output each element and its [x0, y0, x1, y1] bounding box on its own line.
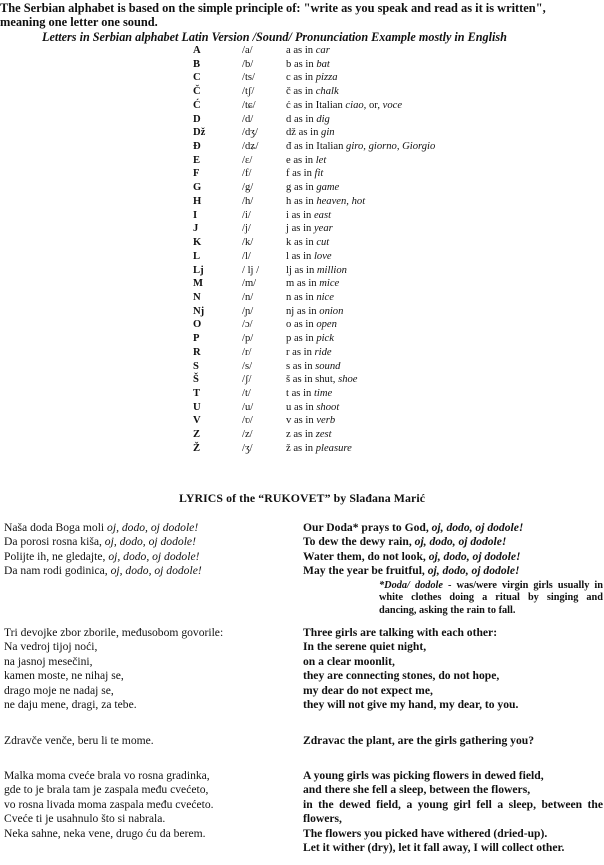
alphabet-example: dž as in gin [286, 127, 335, 139]
alphabet-sound: / lj / [242, 264, 260, 276]
alphabet-row [0, 346, 604, 360]
alphabet-letter: B [193, 58, 201, 70]
alphabet-example: š as in shut, shoe [286, 374, 358, 386]
alphabet-letter: V [193, 415, 201, 427]
lyric-line: Zdravče venče, beru li te mome. [4, 734, 154, 747]
alphabet-sound: /dʒ/ [242, 127, 258, 139]
alphabet-letter: H [193, 195, 202, 207]
english-stanza-4 [303, 769, 603, 855]
alphabet-letter: M [193, 278, 203, 290]
alphabet-example: e as in let [286, 154, 327, 166]
lyric-line: Three girls are talking with each other: [303, 626, 498, 639]
alphabet-letter: K [193, 237, 202, 249]
alphabet-sound: /z/ [242, 429, 253, 441]
alphabet-sound: /l/ [242, 250, 251, 262]
alphabet-letter: Č [193, 86, 201, 98]
alphabet-example: i as in east [286, 209, 332, 221]
alphabet-letter: O [193, 319, 202, 331]
lyric-line: To dew the dewy rain, oj, dodo, oj dodole! [303, 535, 507, 549]
alphabet-sound: /s/ [242, 360, 253, 372]
alphabet-example: h as in heaven, hot [286, 195, 366, 207]
alphabet-example: č as in chalk [286, 86, 339, 98]
lyric-line: Tri devojke zbor zborile, međusobom govorile: [4, 626, 224, 639]
alphabet-sound: /ɔ/ [242, 319, 253, 331]
alphabet-example: f as in fit [286, 168, 324, 180]
alphabet-row [0, 195, 604, 209]
alphabet-row [0, 44, 604, 58]
alphabet-sound: /tɕ/ [242, 99, 256, 111]
alphabet-example: m as in mice [286, 278, 340, 290]
english-stanza-2 [303, 626, 603, 712]
alphabet-sound: /ʋ/ [242, 415, 253, 427]
alphabet-sound: /a/ [242, 45, 253, 56]
alphabet-sound: /j/ [242, 223, 251, 235]
lyric-line: May the year be fruitful, oj, dodo, oj dodole! [303, 564, 520, 578]
alphabet-row [0, 442, 604, 456]
alphabet-row [0, 387, 604, 401]
alphabet-letter: E [193, 154, 201, 166]
alphabet-sound: /dʑ/ [242, 141, 259, 153]
alphabet-example: r as in ride [286, 346, 332, 358]
alphabet-letter: Lj [193, 264, 204, 276]
intro-paragraph [0, 1, 600, 29]
alphabet-row [0, 222, 604, 236]
alphabet-sound: /k/ [242, 237, 254, 249]
alphabet-example: t as in time [286, 387, 333, 399]
alphabet-letter: C [193, 72, 201, 84]
lyric-line: Our Doda* prays to God, oj, dodo, oj dodole! [303, 521, 524, 534]
lyric-line: gde to je brala tam je zaspala među cvećeto, [4, 783, 209, 797]
alphabet-example: v as in verb [286, 415, 336, 427]
alphabet-row [0, 332, 604, 346]
alphabet-row [0, 58, 604, 72]
alphabet-example: b as in bat [286, 58, 330, 70]
alphabet-sound: /m/ [242, 278, 257, 290]
lyric-line: Da nam rodi godinica, oj, dodo, oj dodole! [4, 564, 202, 578]
serbian-stanza-4 [4, 769, 294, 841]
alphabet-example: c as in pizza [286, 72, 338, 84]
lyric-line: kamen moste, ne nihaj se, [4, 669, 124, 683]
alphabet-sound: /p/ [242, 333, 254, 345]
alphabet-example: z as in zest [286, 429, 332, 441]
lyrics-title: LYRICS of the “RUKOVET” by Slađana Marić [178, 491, 426, 505]
alphabet-example: o as in open [286, 319, 337, 331]
alphabet-sound: /ɲ/ [242, 305, 254, 317]
alphabet-sound: /t/ [242, 387, 251, 399]
alphabet-letter: Z [193, 429, 201, 441]
lyric-line: vo rosna livada moma zaspala među cvećeto. [4, 797, 214, 811]
intro-line: The Serbian alphabet is based on the simple principle of: "write as you speak and read as it is written", [0, 1, 546, 15]
alphabet-letter: Đ [193, 141, 201, 153]
alphabet-sound: /g/ [242, 182, 254, 194]
alphabet-row [0, 181, 604, 195]
alphabet-row [0, 373, 604, 387]
english-stanza-1 [303, 521, 603, 618]
lyric-line: they are connecting stones, do not hope, [303, 669, 500, 683]
lyric-line: Cveće ti je usahnulo što si nabrala. [4, 812, 166, 826]
alphabet-example: nj as in onion [286, 305, 344, 317]
alphabet-letter: Nj [193, 305, 205, 317]
alphabet-heading: Letters in Serbian alphabet Latin Version /Sound/ Pronunciation Example mostly in English [42, 30, 507, 44]
lyric-line: Naša doda Boga moli oj, dodo, oj dodole! [4, 521, 199, 534]
lyric-line: Zdravac the plant, are the girls gathering you? [303, 734, 535, 747]
alphabet-example: j as in year [286, 223, 333, 235]
lyric-line: Polijte ih, ne gledajte, oj, dodo, oj dodole! [4, 549, 200, 563]
alphabet-letter: I [193, 209, 198, 221]
alphabet-letter: D [193, 113, 201, 125]
alphabet-example: đ as in Italian giro, giorno, Giorgio [286, 141, 436, 153]
alphabet-sound: /r/ [242, 346, 252, 358]
alphabet-row [0, 236, 604, 250]
serbian-stanza-1 [4, 521, 294, 579]
alphabet-letter: N [193, 291, 201, 303]
alphabet-letter: A [193, 45, 201, 56]
alphabet-row [0, 209, 604, 223]
alphabet-letter: U [193, 401, 201, 413]
alphabet-sound: /f/ [242, 168, 252, 180]
lyric-line: in the dewed field, a young girl fell a sleep, between the flowers, [303, 797, 603, 826]
alphabet-example: a as in car [286, 45, 330, 56]
lyric-line: drago moje ne nadaj se, [4, 683, 114, 697]
alphabet-sound: /n/ [242, 291, 254, 303]
alphabet-row [0, 71, 604, 85]
alphabet-letter: S [193, 360, 199, 372]
alphabet-sound: /u/ [242, 401, 254, 413]
alphabet-letter: R [193, 346, 201, 358]
alphabet-row [0, 167, 604, 181]
alphabet-sound: /ɛ/ [242, 154, 253, 166]
lyric-line: Water them, do not look, oj, dodo, oj dodole! [303, 549, 521, 563]
alphabet-sound: /h/ [242, 195, 254, 207]
alphabet-example: lj as in million [286, 264, 347, 276]
alphabet-row [0, 113, 604, 127]
alphabet-letter: Dž [193, 127, 206, 139]
lyric-line: Neka sahne, neka vene, drugo ću da berem. [4, 826, 206, 840]
serbian-stanza-2 [4, 626, 294, 712]
lyric-line: they will not give my hand, my dear, to you. [303, 698, 519, 712]
alphabet-sound: /ʃ/ [242, 374, 252, 386]
lyric-line: and there she fell a sleep, between the flowers, [303, 783, 531, 797]
alphabet-row [0, 318, 604, 332]
english-stanza-3 [303, 734, 603, 748]
alphabet-row [0, 414, 604, 428]
alphabet-row [0, 277, 604, 291]
alphabet-row [0, 291, 604, 305]
alphabet-example: ž as in pleasure [286, 442, 352, 454]
alphabet-sound: /ts/ [242, 72, 255, 84]
alphabet-example: g as in game [286, 182, 340, 194]
alphabet-letter: G [193, 182, 202, 194]
lyric-line: Let it wither (dry), let it fall away, I will collect other. [303, 841, 565, 855]
alphabet-example: u as in shoot [286, 401, 340, 413]
alphabet-sound: /d/ [242, 113, 254, 125]
alphabet-row [0, 428, 604, 442]
alphabet-row [0, 154, 604, 168]
alphabet-letter: J [193, 223, 199, 235]
alphabet-example: n as in nice [286, 291, 334, 303]
alphabet-row [0, 360, 604, 374]
alphabet-letter: L [193, 250, 201, 262]
alphabet-example: l as in love [286, 250, 332, 262]
alphabet-letter: Ć [193, 99, 201, 111]
alphabet-example: ć as in Italian ciao, or, voce [286, 99, 403, 111]
alphabet-row [0, 126, 604, 140]
lyric-line: na jasnoj mesečini, [4, 654, 93, 668]
alphabet-letter: Ž [193, 442, 201, 454]
alphabet-letter: F [193, 168, 200, 180]
alphabet-row [0, 85, 604, 99]
intro-line: meaning one letter one sound. [0, 15, 158, 29]
lyric-line: my dear do not expect me, [303, 683, 433, 697]
alphabet-row [0, 264, 604, 278]
alphabet-example: p as in pick [286, 333, 334, 345]
lyric-line: The flowers you picked have withered (dried-up). [303, 826, 548, 840]
alphabet-row [0, 250, 604, 264]
alphabet-row [0, 305, 604, 319]
alphabet-table [0, 44, 604, 456]
doda-footnote: *Doda/ dodole - was/were virgin girls usually in white clothes doing a ritual by singing and dancing, asking the rain to fall. [379, 579, 603, 617]
lyric-line: ne daju mene, dragi, za tebe. [4, 698, 137, 712]
alphabet-example: d as in dig [286, 113, 330, 125]
lyric-line: on a clear moonlit, [303, 654, 395, 668]
alphabet-example: s as in sound [286, 360, 341, 372]
alphabet-sound: /b/ [242, 58, 254, 70]
alphabet-row [0, 140, 604, 154]
alphabet-sound: /i/ [242, 209, 251, 221]
alphabet-row [0, 99, 604, 113]
lyric-line: Na vedroj tijoj noći, [4, 640, 98, 654]
alphabet-letter: P [193, 333, 200, 345]
alphabet-sound: /ʒ/ [242, 442, 253, 454]
alphabet-row [0, 401, 604, 415]
lyric-line: In the serene quiet night, [303, 640, 427, 654]
alphabet-sound: /tʃ/ [242, 86, 255, 98]
alphabet-example: k as in cut [286, 237, 330, 249]
lyric-line: A young girls was picking flowers in dewed field, [303, 769, 544, 782]
lyric-line: Da porosi rosna kiša, oj, dodo, oj dodole! [4, 535, 196, 549]
lyric-line: Malka moma cveće brala vo rosna gradinka, [4, 769, 210, 782]
serbian-stanza-3 [4, 734, 294, 748]
alphabet-letter: T [193, 387, 201, 399]
alphabet-letter: Š [193, 374, 199, 386]
